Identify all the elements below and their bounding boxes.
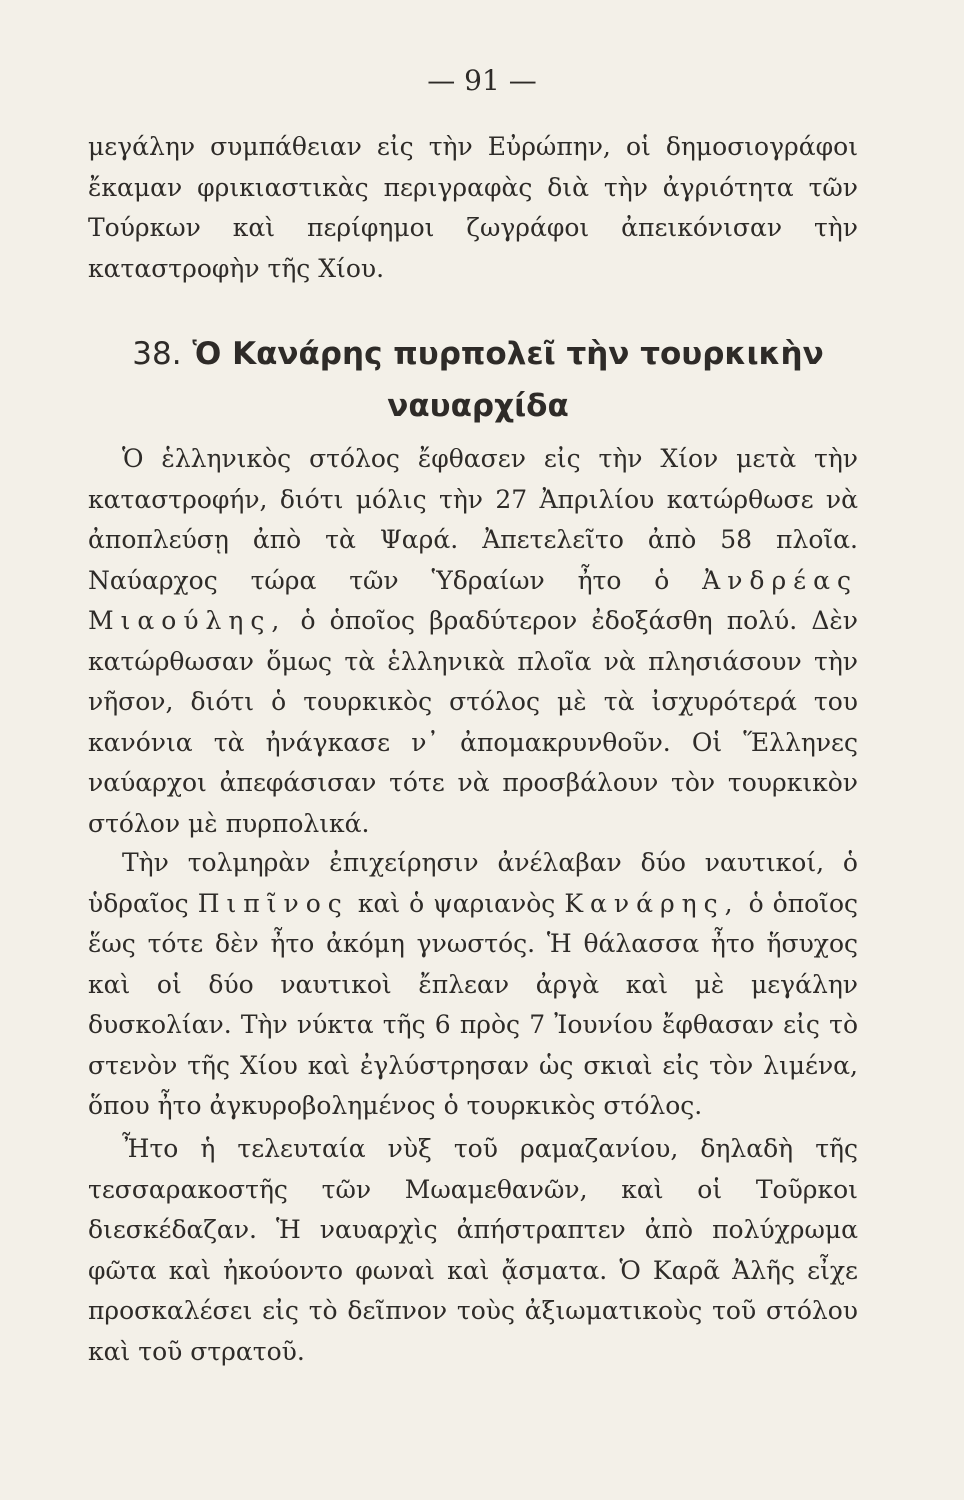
paragraph-fleet [88, 439, 858, 844]
person-name-miaoulis: Ἀνδρέας Μιαούλης, [88, 565, 859, 635]
page-number: — 91 — [427, 64, 537, 97]
intro-paragraph: μεγάλην συμπάθειαν εἰς τὴν Εὐρώπην, οἱ δημοσιογράφοι ἔκαμαν φρικιαστικὰς περιγραφὰς διὰ τὴν ἀγριότητα τῶν Τούρκων καὶ περίφημοι ζωγράφοι ἀπεικόνισαν τὴν καταστροφὴν τῆς Χίου. [88, 132, 858, 283]
paragraph-text: ὁ ὁποῖος βραδύτερον ἐδοξάσθη πολύ. Δὲν κατώρθωσαν ὅμως τὰ ἑλληνικὰ πλοῖα νὰ πλησιάσουν τὴν νῆσον, διότι ὁ τουρκικὸς στόλος μὲ τὰ ἰσχυρότερά του κανόνια τὰ ἠνάγκασε ν᾽ ἀπομακρυνθοῦν. Οἱ Ἕλληνες ναύαρχοι ἀπεφάσισαν τότε νὰ προσβάλουν τὸν τουρκικὸν στόλον μὲ πυρπολικά. [88, 606, 858, 838]
paragraph-text: Τὴν τολμηρὰν ἐπιχείρησιν ἀνέλαβαν δύο ναυτικοί, ὁ ὑδραῖος [88, 848, 858, 918]
paragraph-text: ὁ ὁποῖος ἕως τότε δὲν ἦτο ἀκόμη γνωστός. Ἡ θάλασσα ἦτο ἥσυχος καὶ οἱ δύο ναυτικοὶ ἔπλεαν ἀργὰ καὶ μὲ μεγάλην δυσκολίαν. Τὴν νύκτα τῆς 6 πρὸς 7 Ἰουνίου ἔφθασαν εἰς τὸ στενὸν τῆς Χίου καὶ ἐγλύστρησαν ὡς σκιαὶ εἰς τὸν λιμένα, ὅπου ἦτο ἀγκυροβολημένος ὁ τουρκικὸς στόλος. [88, 888, 859, 1120]
person-name-pipinos: Πιπῖνος [197, 888, 349, 918]
paragraph-text: Ὁ ἑλληνικὸς στόλος ἔφθασεν εἰς τὴν Χίον μετὰ τὴν καταστροφήν, διότι μόλις τὴν 27 Ἀπριλίου κατώρθωσε νὰ ἀποπλεύσῃ ἀπὸ τὰ Ψαρά. Ἀπετελεῖτο ἀπὸ 58 πλοῖα. Ναύαρχος τώρα τῶν Ὑδραίων ἦτο ὁ [88, 444, 858, 595]
paragraph-operation [88, 843, 858, 1127]
paragraph-text: καὶ ὁ ψαριανὸς [357, 888, 556, 918]
section-number: 38. [132, 336, 182, 372]
person-name-kanaris: Κανάρης, [564, 888, 740, 918]
paragraph-ramadan-night: Ἦτο ἡ τελευταία νὺξ τοῦ ραμαζανίου, δηλαδὴ τῆς τεσσαρακοστῆς τῶν Μωαμεθανῶν, καὶ οἱ Τοῦρκοι διεσκέδαζαν. Ἡ ναυαρχὶς ἀπήστραπτεν ἀπὸ πολύχρωμα φῶτα καὶ ἠκούοντο φωναὶ καὶ ᾄσματα. Ὁ Καρᾶ Ἀλῆς εἶχε προσκαλέσει εἰς τὸ δεῖπνον τοὺς ἀξιωματικοὺς τοῦ στόλου καὶ τοῦ στρατοῦ. [88, 1134, 858, 1366]
section-heading [128, 328, 828, 432]
section-title: Ὁ Κανάρης πυρπολεῖ τὴν τουρκικὴν ναυαρχίδα [192, 336, 824, 424]
